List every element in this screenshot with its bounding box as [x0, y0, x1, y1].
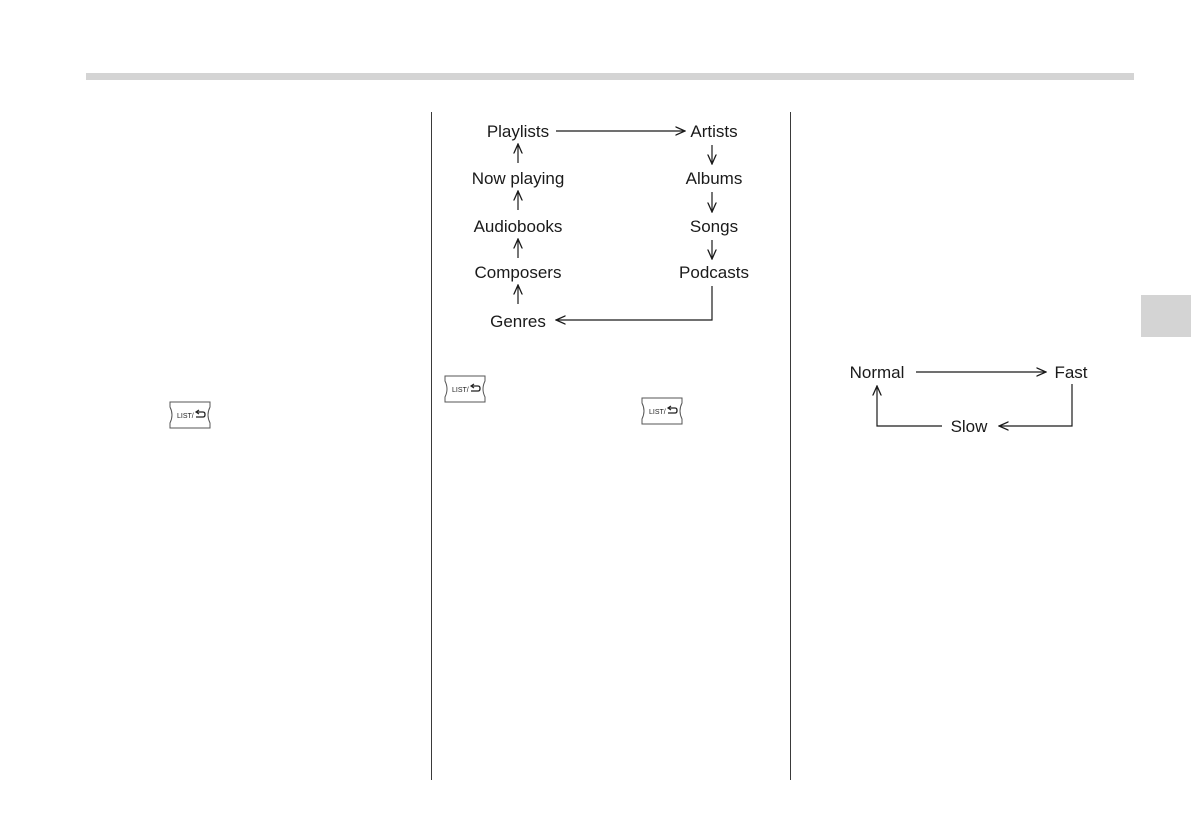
arrow-slow-to-normal — [877, 386, 942, 426]
arrow-fast-to-slow — [999, 384, 1072, 426]
menu-node-podcasts: Podcasts — [679, 263, 749, 282]
menu-node-songs: Songs — [689, 217, 739, 236]
menu-node-audiobooks: Audiobooks — [473, 217, 563, 236]
speed-node-fast: Fast — [1054, 363, 1088, 382]
list-button-label: LIST/ — [452, 387, 469, 394]
menu-node-now-playing: Now playing — [471, 169, 565, 188]
menu-node-genres: Genres — [490, 312, 546, 331]
speed-node-slow: Slow — [950, 417, 988, 436]
menu-node-composers: Composers — [474, 263, 562, 282]
menu-node-artists: Artists — [690, 122, 738, 141]
speed-node-normal: Normal — [849, 363, 905, 382]
list-button-label: LIST/ — [649, 409, 666, 416]
menu-node-playlists: Playlists — [486, 122, 550, 141]
list-button-label: LIST/ — [177, 413, 194, 420]
menu-node-albums: Albums — [685, 169, 743, 188]
